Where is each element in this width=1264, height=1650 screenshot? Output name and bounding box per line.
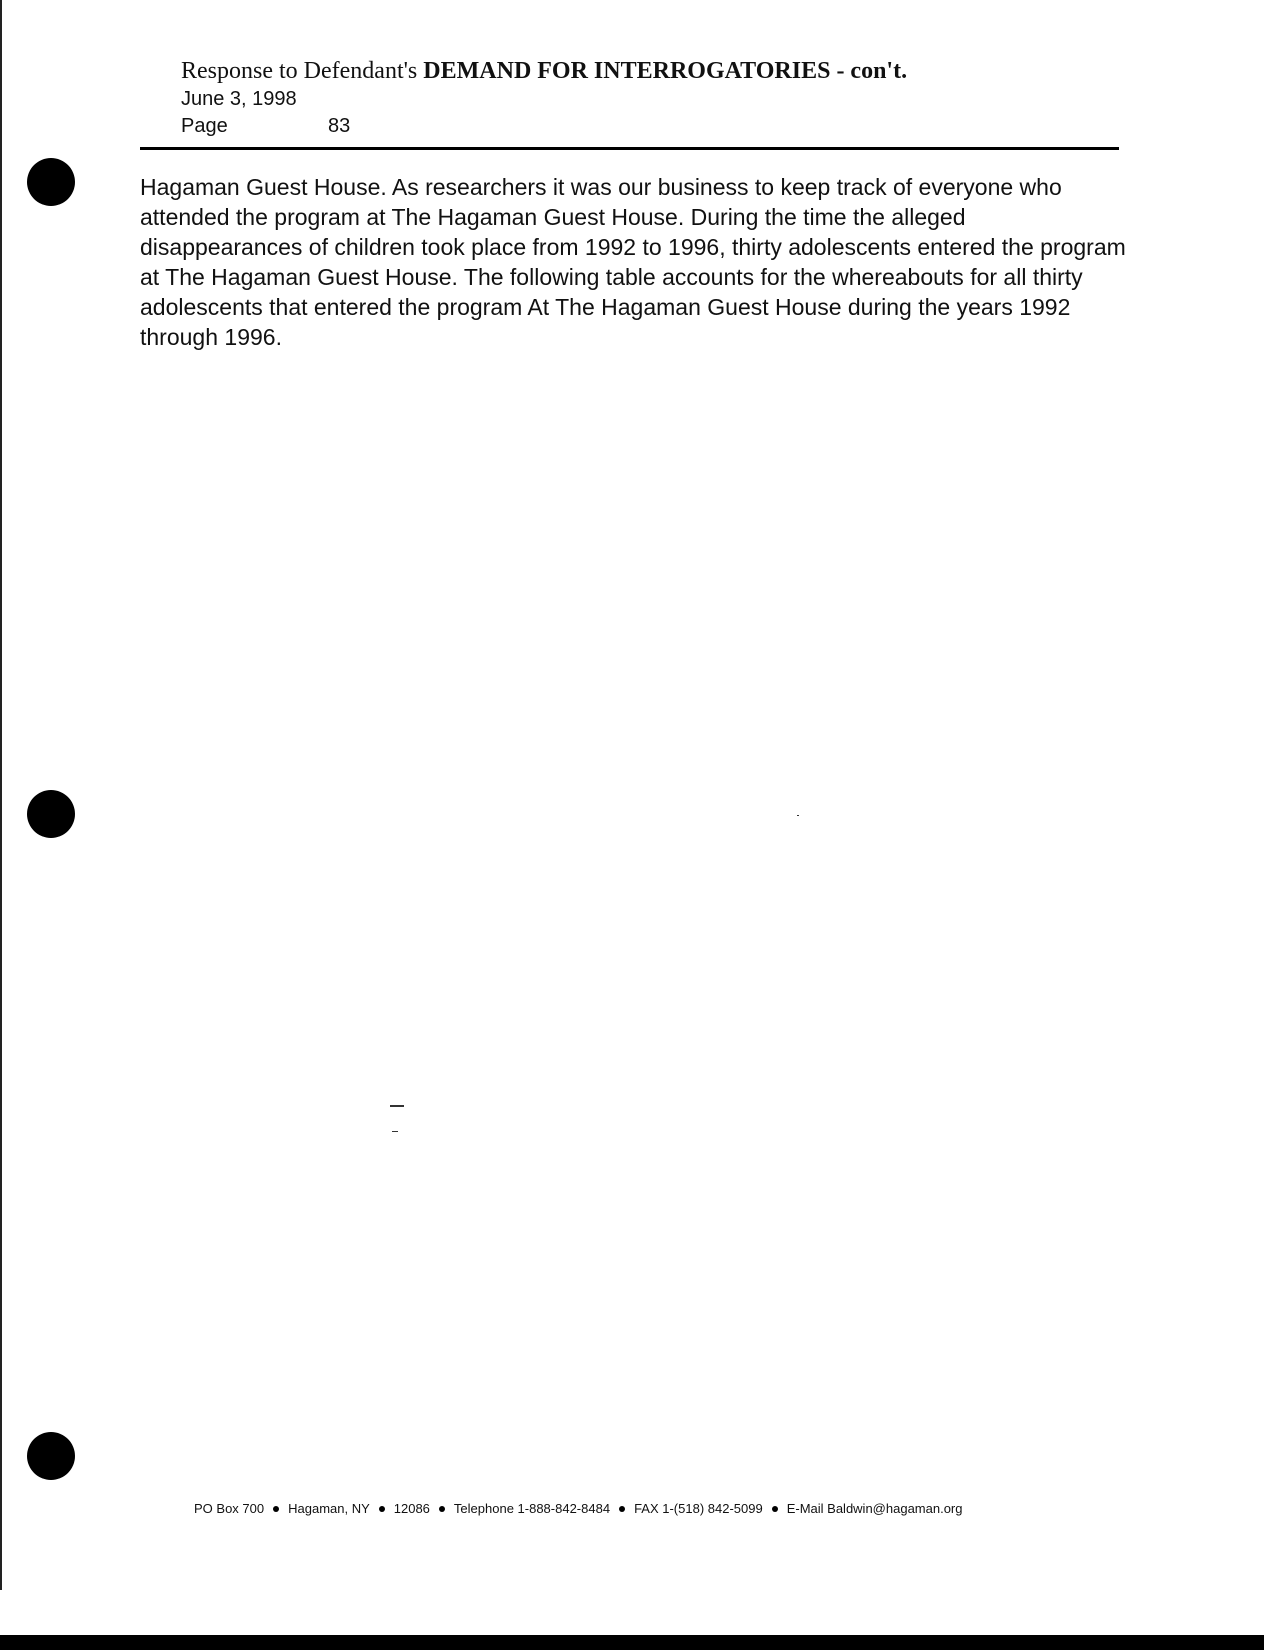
scan-left-edge — [0, 0, 2, 1590]
footer-telephone: Telephone 1-888-842-8484 — [453, 1501, 611, 1516]
footer-contact — [194, 1500, 1094, 1518]
footer-email: E-Mail Baldwin@hagaman.org — [786, 1501, 963, 1516]
scan-mark — [392, 1131, 398, 1132]
header-title-bold: DEMAND FOR INTERROGATORIES — [423, 58, 831, 84]
header-page — [181, 113, 1121, 140]
header-title — [181, 56, 1121, 86]
scan-mark — [797, 815, 799, 816]
punch-hole-bottom — [27, 1432, 75, 1480]
bullet-icon — [379, 1506, 385, 1512]
bullet-icon — [439, 1506, 445, 1512]
punch-hole-top — [27, 158, 75, 206]
bullet-icon — [619, 1506, 625, 1512]
header-title-suffix: - con't. — [830, 58, 908, 84]
bullet-icon — [273, 1506, 279, 1512]
page-number: 83 — [328, 115, 351, 137]
page-label: Page — [181, 115, 228, 137]
punch-hole-middle — [27, 790, 75, 838]
scan-bottom-band — [0, 1635, 1264, 1650]
footer-zip: 12086 — [393, 1501, 430, 1516]
scan-mark — [390, 1105, 404, 1107]
body-paragraph: Hagaman Guest House. As researchers it was our business to keep track of everyone who attended the program at The Hagaman Guest House. During the time the alleged disappearances of children took place from 1992 to 1996, thirty adolescents entered the program at The Hagaman Guest House. The following table accounts for the whereabouts for all thirty adolescents that entered the program At The Hagaman Guest House during the years 1992 through 1996. — [140, 174, 1126, 350]
bullet-icon — [772, 1506, 778, 1512]
header-divider — [140, 147, 1119, 150]
footer-fax: FAX 1-(518) 842-5099 — [634, 1501, 763, 1516]
header-title-prefix: Response to Defendant's — [181, 58, 424, 84]
footer-po-box: PO Box 700 — [194, 1501, 265, 1516]
header-date: June 3, 1998 — [181, 88, 297, 110]
document-header — [181, 56, 1121, 140]
footer-city: Hagaman, NY — [288, 1501, 370, 1516]
